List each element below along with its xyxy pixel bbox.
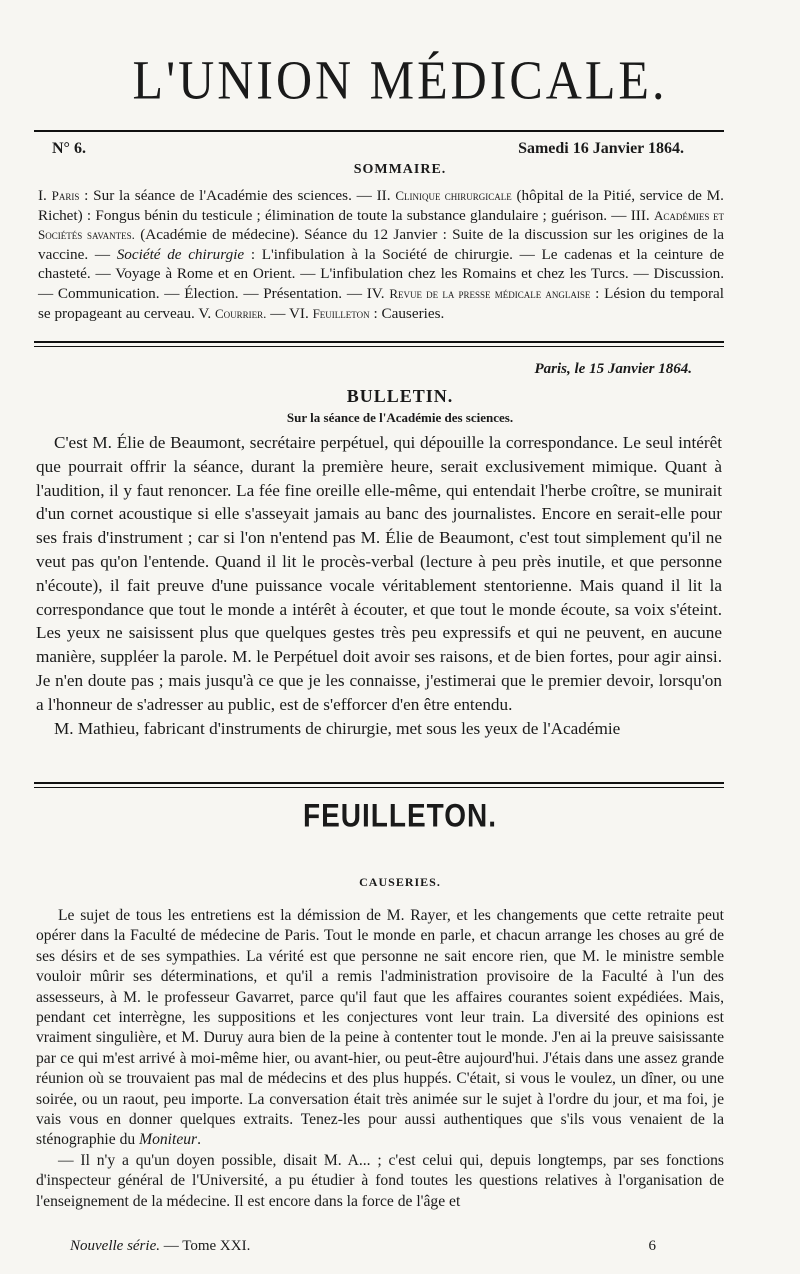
footer-tome: — Tome XXI.: [163, 1238, 251, 1254]
sommaire-text-4: : Lésion du temporal se propageant au cerveau.: [38, 284, 725, 322]
sommaire-title: SOMMAIRE.: [353, 162, 447, 177]
feuilleton-paragraph-1: [36, 906, 724, 1151]
sommaire-italic-societe: Société de chirurgie: [116, 245, 245, 263]
bulletin-place-date: [534, 361, 692, 378]
bulletin-date: , le 15 Janvier 1864.: [567, 361, 692, 377]
feuilleton-paragraph-1-end: .: [197, 1131, 202, 1149]
sommaire-head-paris: Paris: [51, 188, 80, 203]
sommaire-text-1: : Sur la séance de l'Académie des sciences. — II.: [84, 187, 391, 204]
sommaire-head-courrier: Courrier.: [215, 305, 267, 321]
bulletin-body: [36, 431, 722, 740]
sommaire-text-2: (hôpital de la Pitié, service de M. Richet) : Fongus bénin du testicule ; élimination de toute la substance glandulaire ; guérison. — III.: [38, 187, 724, 224]
issue-number: N° 6.: [52, 140, 86, 157]
bulletin-paragraph-1: C'est M. Élie de Beaumont, secrétaire perpétuel, qui dépouille la correspondance. Le seul intérêt que pourrait offrir la séance, durant la première heure, serait exclusivement mimique. Quant à l'audition, il y faut renoncer. La fée fine oreille elle-même, qui entendait l'herbe croître, se munirait d'un cornet acoustique si elle s'asseyait jamais au banc des journalistes. Encore en serait-elle pour ses frais d'instrument ; car si l'on n'entend pas M. Élie de Beaumont, c'est tout simplement qu'il ne veut pas qu'on l'entende. Quand il lit le procès-verbal (lecture à peu près inutile, et que personne n'écoute), il fait preuve d'une puissance vocale véritablement stentorienne. Mais quand il lit la correspondance que tout le monde a intérêt à écouter, et que tout le monde écoute, sa voix s'éteint. Les yeux ne saisissent plus que quelques gestes très peu expressifs et qui ne peuvent, en aucune manière, suppléer la parole. M. le Perpétuel doit avoir ses raisons, et de bien fortes, pour agir ainsi. Je n'en doute pas ; mais jusqu'à ce que je les connaisse, j'estimerai que le premier devoir, lorsqu'on a l'honneur de s'adresser au public, est de s'efforcer d'en être entendu.: [36, 433, 722, 714]
bulletin-paragraph-2: M. Mathieu, fabricant d'instruments de chirurgie, met sous les yeux de l'Académie: [54, 718, 621, 738]
feuilleton-paragraph-1-text: Le sujet de tous les entretiens est la démission de M. Rayer, et les changements que cette retraite peut opérer dans la Faculté de médecine de Paris. Tout le monde en parle, et chacun arrange les choses au gré de ses désirs et de ses sympathies. La vérité est que personne ne sait encore rien, que M. le ministre semble vouloir mûrir ses déterminations, et qu'il a remis l'administration provisoire de la Faculté à l'un des assesseurs, à M. le professeur Gavarret, parce qu'il faut que les affaires courantes soient expédiées. Mais, pendant cet interrègne, les suppositions et les conjectures vont leur train. La diversité des opinions est vraiment singulière, et M. Duruy aura bien de la peine à contenter tout le monde. J'en ai la preuve saisissante par ce qui m'est arrivé à moi-même hier, ou avant-hier, ou peut-être aujourd'hui. J'étais dans une assez grande réunion où se trouvaient pas mal de médecins et des plus huppés. C'était, si vous le voulez, un dîner, ou une soirée, ou un raout, peu importe. La conversation était très animée sur le sujet à l'ordre du jour, et ma foi, je vais vous en donner quelques extraits. Tenez-les pour aussi authentiques que s'ils vous venaient de la sténographie du: [36, 907, 724, 1149]
sommaire-head-clinique: Clinique chirurgicale: [395, 188, 512, 203]
sommaire-text-5: — VI.: [270, 304, 309, 322]
moniteur-italic: Moniteur: [139, 1131, 198, 1149]
sommaire-text-3: (Académie de médecine). Séance du 12 Janvier : Suite de la discussion sur les origines de la vaccine. —: [38, 226, 724, 263]
masthead-title: L'UNION MÉDICALE.: [132, 49, 668, 111]
sommaire-head-feuilleton: Feuilleton: [312, 305, 370, 321]
feuilleton-title: FEUILLETON.: [302, 797, 498, 834]
footer-page-number: 6: [648, 1238, 656, 1254]
causeries-title: CAUSERIES.: [359, 875, 441, 889]
feuilleton-body: [36, 906, 724, 1212]
issue-date: Samedi 16 Janvier 1864.: [518, 140, 684, 157]
sommaire-num-1: I.: [38, 187, 47, 204]
feuilleton-rule-thin: [34, 787, 724, 788]
sommaire-text: [38, 186, 724, 323]
bulletin-subtitle: Sur la séance de l'Académie des sciences.: [286, 410, 514, 425]
sommaire-head-academies: Académies et Sociétés savantes.: [38, 207, 725, 243]
footer-series: Nouvelle série.: [70, 1238, 160, 1254]
sommaire-rule-thick: [34, 341, 724, 343]
sommaire-num-5: V.: [198, 304, 212, 322]
bulletin-place: Paris: [534, 361, 567, 377]
bulletin-title: BULLETIN.: [346, 386, 454, 406]
sommaire-head-revue: Revue de la presse médicale anglaise: [389, 285, 591, 301]
sommaire-rule-thin: [34, 346, 724, 347]
feuilleton-rule-thick: [34, 782, 724, 784]
page-footer: [70, 1238, 656, 1255]
masthead-rule: [34, 130, 724, 132]
feuilleton-paragraph-2: — Il n'y a qu'un doyen possible, disait M. A... ; c'est celui qui, depuis longtemps, par ses fonctions d'inspecteur général de l'Université, a pu étudier à fond toutes les questions relatives à l'organisation de l'enseignement de la médecine. Il est encore dans la force de l'âge et: [36, 1151, 724, 1210]
sommaire-text-3b: : L'infibulation à la Société de chirurgie. — Le cadenas et la ceinture de chasteté. — Voyage à Rome et en Orient. — L'infibulation chez les Romains et chez les Turcs. — Discussion. — Communication. — Élection. — Présentation. — IV.: [38, 245, 725, 302]
sommaire-text-6: : Causeries.: [373, 304, 445, 322]
